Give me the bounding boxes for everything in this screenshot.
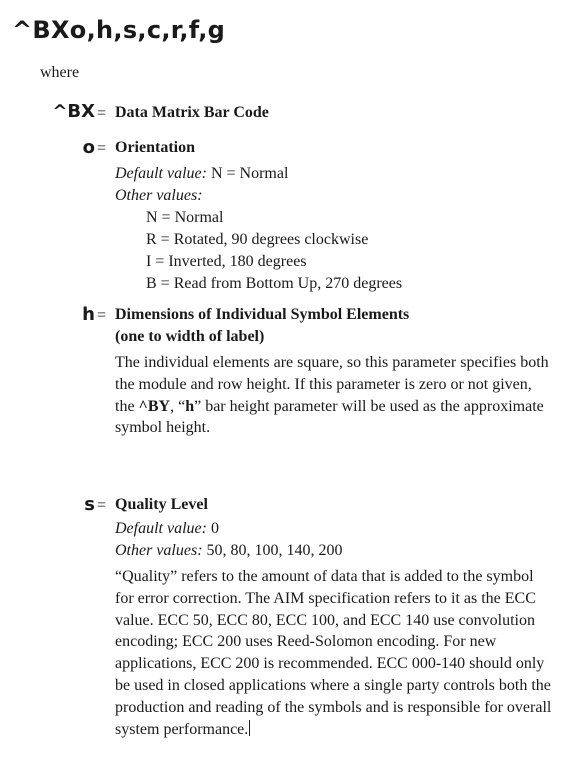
other-values-label: Other values: [115, 542, 203, 559]
other-value-item: R = Rotated, 90 degrees clockwise [146, 231, 369, 248]
param-code-o-text: o [82, 137, 95, 158]
other-values-line [115, 540, 555, 562]
param-description-h [115, 352, 555, 439]
param-code-s-text: s [84, 494, 95, 515]
param-heading-bx: Data Matrix Bar Code [115, 104, 269, 121]
default-value: 0 [210, 520, 219, 537]
param-description-s [115, 566, 555, 740]
equals-sign: = [97, 497, 107, 514]
other-values: 50, 80, 100, 140, 200 [206, 542, 343, 559]
param-block-bx [115, 102, 555, 124]
desc-text: The individual elements are square, so this parameter specifies both the module and row height. If this parameter is zero or not given, the [115, 354, 549, 415]
where-label: where [40, 64, 80, 81]
equals-sign: = [97, 307, 107, 324]
param-code-h-text: h [82, 304, 95, 325]
param-heading-o: Orientation [115, 139, 195, 156]
param-heading-h-line1: Dimensions of Individual Symbol Elements [115, 306, 410, 323]
param-heading-s: Quality Level [115, 496, 208, 513]
param-code-bx-text: ^BX [52, 101, 95, 122]
default-value-label: Default value: [115, 165, 207, 182]
equals-sign: = [97, 105, 107, 122]
default-value: N = Normal [210, 165, 289, 182]
param-code-h [82, 304, 95, 325]
other-value-item: I = Inverted, 180 degrees [146, 253, 307, 270]
param-code-o [83, 137, 95, 158]
param-eq-o [97, 137, 106, 158]
default-value-line [115, 518, 555, 540]
param-block-h [115, 304, 555, 439]
other-values-label: Other values: [115, 187, 203, 204]
desc-text: , “ [170, 397, 186, 415]
desc-by-code: ^BY [138, 397, 171, 415]
desc-text: “Quality” refers to the amount of data that is added to the symbol for error correction. The AIM specification refers to it as the ECC value. ECC 50, ECC 80, ECC 100, and ECC 140 use convolution encoding; ECC 200 uses Reed-Solomon encoding. For new applications, ECC 200 is recommended. ECC 000-140 should only be used in closed applications where a single party controls both the production and reading of the symbols and is responsible for overall system performance. [115, 568, 552, 738]
param-eq-s [97, 494, 106, 515]
param-eq-bx [97, 102, 106, 123]
param-code-s [84, 494, 95, 515]
other-value-item: B = Read from Bottom Up, 270 degrees [146, 275, 403, 292]
param-block-s [115, 494, 555, 740]
default-value-line [115, 163, 555, 185]
command-title: ^BXo,h,s,c,r,f,g [12, 16, 226, 44]
param-block-o [115, 137, 555, 295]
param-heading-h-line2: (one to width of label) [115, 328, 265, 345]
other-value-item: N = Normal [146, 209, 224, 226]
desc-h-code: h [185, 397, 195, 415]
text-cursor [249, 720, 250, 736]
equals-sign: = [97, 140, 107, 157]
param-code-bx [52, 101, 95, 122]
param-eq-h [97, 304, 106, 325]
default-value-label: Default value: [115, 520, 207, 537]
desc-text: ” bar height parameter will be used as the approximate symbol height. [115, 397, 544, 437]
